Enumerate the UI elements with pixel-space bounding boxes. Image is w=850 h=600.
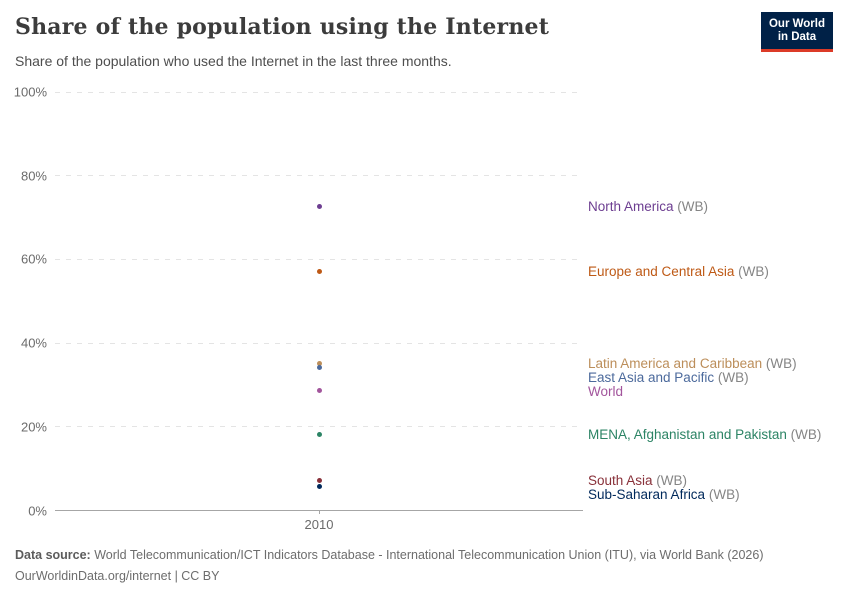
gridline-100 — [55, 92, 583, 93]
license-link[interactable]: OurWorldinData.org/internet | CC BY — [15, 569, 220, 583]
series-label-mena-afghanistan-and-pakistan[interactable] — [588, 427, 821, 442]
series-name: East Asia and Pacific — [588, 370, 715, 386]
series-label-south-asia[interactable] — [588, 473, 687, 488]
y-tick-label-100: 100% — [13, 84, 47, 100]
data-point-sub-saharan-africa[interactable] — [317, 484, 322, 489]
owid-logo-line1: Our World — [768, 18, 825, 30]
series-name: North America — [588, 199, 674, 215]
data-source-text: World Telecommunication/ICT Indicators Database - International Telecommunication Union (ITU), via World Bank (2026) — [90, 548, 764, 562]
series-label-north-america[interactable] — [588, 199, 708, 214]
data-point-north-america[interactable] — [317, 204, 322, 209]
data-source-note — [15, 548, 764, 562]
series-label-europe-and-central-asia[interactable] — [588, 264, 769, 279]
gridline-40 — [55, 343, 583, 344]
gridline-20 — [55, 426, 583, 427]
data-point-europe-and-central-asia[interactable] — [317, 269, 322, 274]
series-label-east-asia-and-pacific[interactable] — [588, 370, 749, 385]
series-source-tag: (WB) — [673, 199, 709, 215]
series-name: World — [588, 384, 624, 400]
series-source-tag: (WB) — [786, 427, 822, 443]
x-tick-label-2010: 2010 — [304, 517, 334, 532]
series-name: Europe and Central Asia — [588, 263, 735, 279]
data-point-east-asia-and-pacific[interactable] — [317, 365, 322, 370]
series-source-tag: (WB) — [652, 473, 688, 489]
data-point-south-asia[interactable] — [317, 478, 322, 483]
y-tick-label-20: 20% — [20, 419, 47, 435]
series-name: MENA, Afghanistan and Pakistan — [588, 427, 787, 443]
data-point-mena-afghanistan-and-pakistan[interactable] — [317, 432, 322, 437]
series-source-tag: (WB) — [714, 370, 749, 386]
series-source-tag: (WB) — [762, 356, 797, 372]
series-source-tag: (WB) — [734, 263, 769, 279]
gridline-60 — [55, 259, 583, 260]
data-source-label: Data source: — [15, 548, 91, 562]
series-name: Latin America and Caribbean — [588, 356, 763, 372]
y-tick-label-0: 0% — [28, 503, 47, 518]
series-label-sub-saharan-africa[interactable] — [588, 487, 740, 502]
y-tick-label-60: 60% — [20, 251, 47, 267]
y-tick-label-40: 40% — [20, 335, 47, 351]
series-name: South Asia — [588, 473, 653, 489]
series-name: Sub-Saharan Africa — [588, 487, 706, 503]
owid-logo-line2: in Data — [777, 31, 817, 43]
y-tick-label-80: 80% — [20, 168, 47, 184]
series-source-tag: (WB) — [705, 487, 740, 503]
data-point-world[interactable] — [317, 388, 322, 393]
chart-subtitle: Share of the population who used the Internet in the last three months. — [15, 53, 452, 69]
series-label-latin-america-and-caribbean[interactable] — [588, 356, 797, 371]
series-label-world[interactable] — [588, 384, 623, 399]
page-title: Share of the population using the Internet — [15, 14, 550, 40]
gridline-80 — [55, 175, 583, 176]
x-tick-mark — [319, 510, 320, 514]
